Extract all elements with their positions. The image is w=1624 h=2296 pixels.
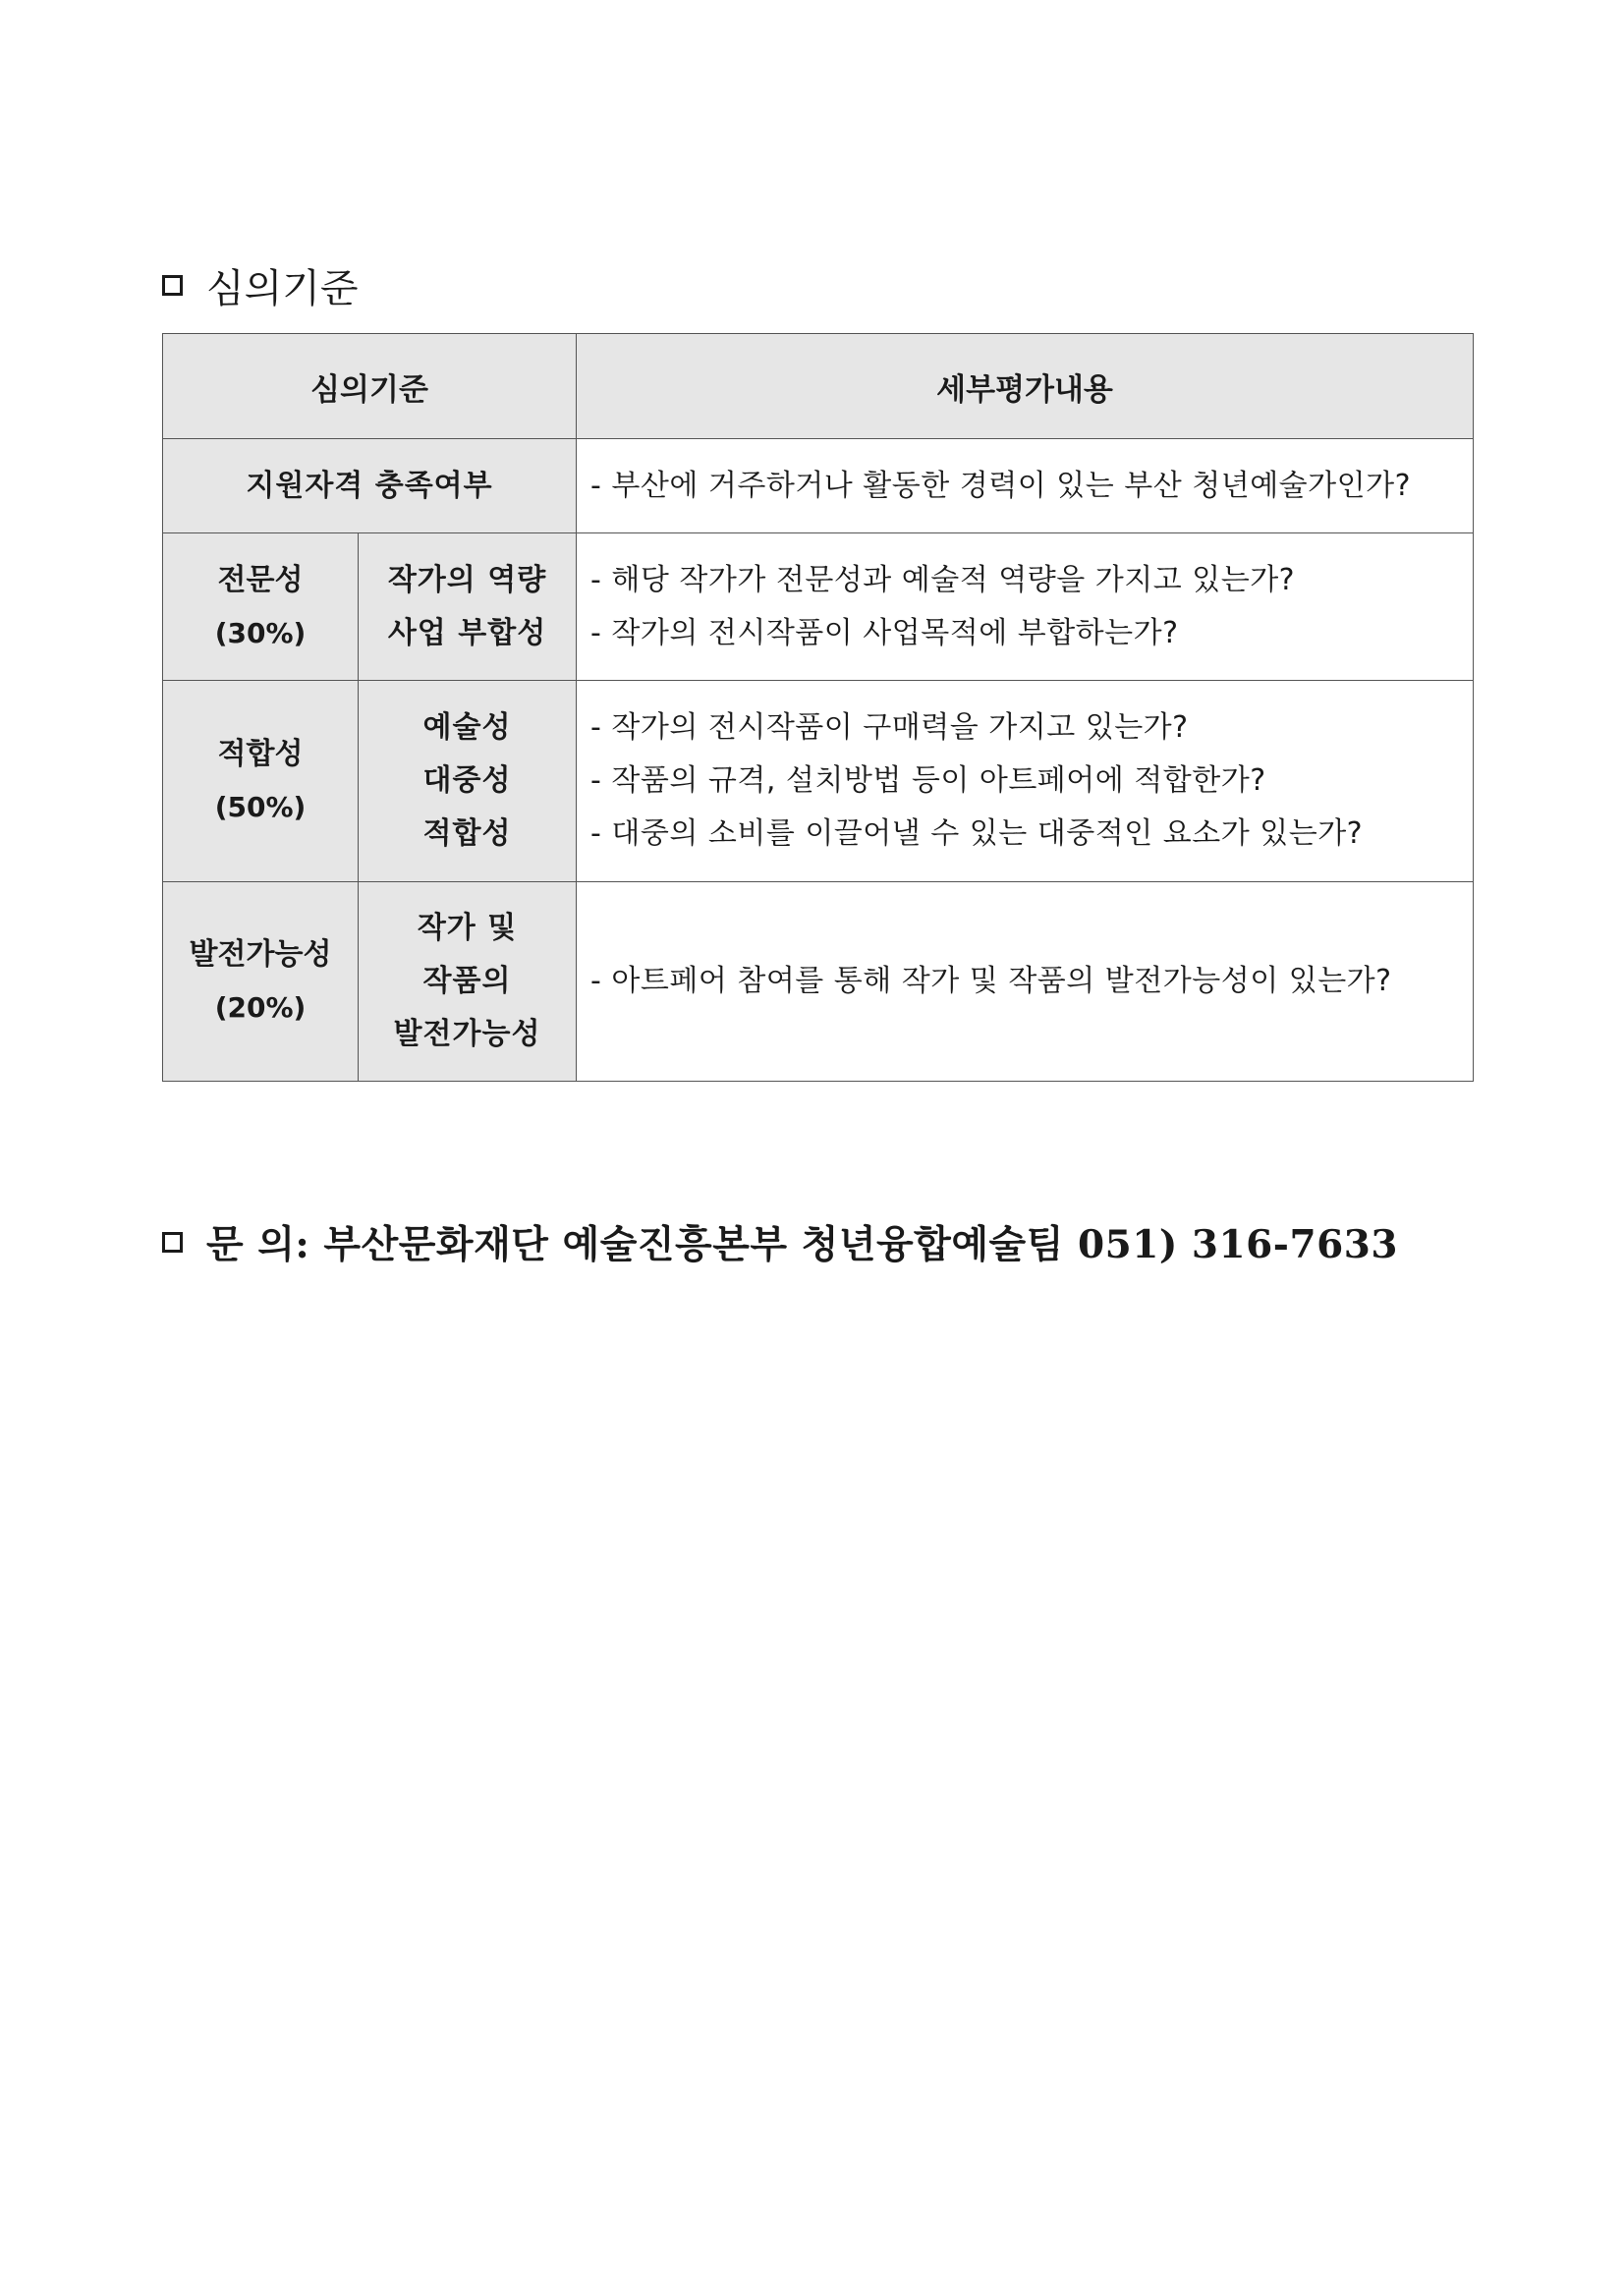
subcategory-line: 사업 부합성 (387, 615, 547, 650)
subcategory-line: 작품의 (422, 964, 512, 998)
contact-heading-text: 문 의: 부산문화재단 예술진흥본부 청년융합예술팀 051) 316-7633 (206, 1222, 1399, 1267)
contact-section-heading (162, 1214, 1398, 1269)
header-detail: 세부평가내용 (577, 334, 1474, 439)
detail-line: - 부산에 거주하거나 활동한 경력이 있는 부산 청년예술가인가? (590, 468, 1412, 503)
category-weight: (50%) (214, 791, 307, 823)
checkbox-square-icon (162, 275, 183, 296)
detail-cell (577, 681, 1474, 882)
subcategory-line: 예술성 (422, 710, 512, 745)
criteria-section-heading (162, 257, 359, 313)
subcategory-line: 적합성 (422, 816, 512, 851)
header-criteria: 심의기준 (163, 334, 577, 439)
subcategory-cell (359, 533, 577, 681)
table-row (163, 882, 1474, 1082)
subcategory-cell (359, 882, 577, 1082)
category-label: 적합성 (217, 737, 304, 771)
table-row (163, 681, 1474, 882)
detail-cell (577, 533, 1474, 681)
detail-cell (577, 882, 1474, 1082)
category-weight: (30%) (214, 616, 307, 649)
criteria-heading-text: 심의기준 (206, 266, 359, 311)
category-label: 전문성 (217, 562, 304, 597)
subcategory-line: 작가의 역량 (387, 562, 547, 597)
subcategory-line: 작가 및 (417, 911, 518, 945)
subcategory-line: 발전가능성 (393, 1017, 541, 1051)
category-label: 발전가능성 (189, 937, 332, 972)
subcategory-line: 대중성 (422, 763, 512, 798)
category-expertise (163, 533, 359, 681)
detail-line: - 작품의 규격, 설치방법 등이 아트페어에 적합한가? (590, 763, 1266, 798)
table-row (163, 439, 1474, 533)
table-row (163, 533, 1474, 681)
detail-cell (577, 439, 1474, 533)
category-potential (163, 882, 359, 1082)
detail-line: - 대중의 소비를 이끌어낼 수 있는 대중적인 요소가 있는가? (590, 816, 1364, 851)
checkbox-square-icon (162, 1232, 183, 1253)
criteria-table (162, 333, 1474, 1082)
detail-line: - 아트페어 참여를 통해 작가 및 작품의 발전가능성이 있는가? (590, 964, 1392, 998)
category-weight: (20%) (214, 991, 307, 1024)
subcategory-cell (359, 681, 577, 882)
table-header-row (163, 334, 1474, 439)
category-eligibility: 지원자격 충족여부 (163, 439, 577, 533)
category-suitability (163, 681, 359, 882)
detail-line: - 작가의 전시작품이 사업목적에 부합하는가? (590, 615, 1179, 650)
detail-line: - 작가의 전시작품이 구매력을 가지고 있는가? (590, 710, 1189, 745)
detail-line: - 해당 작가가 전문성과 예술적 역량을 가지고 있는가? (590, 562, 1296, 597)
